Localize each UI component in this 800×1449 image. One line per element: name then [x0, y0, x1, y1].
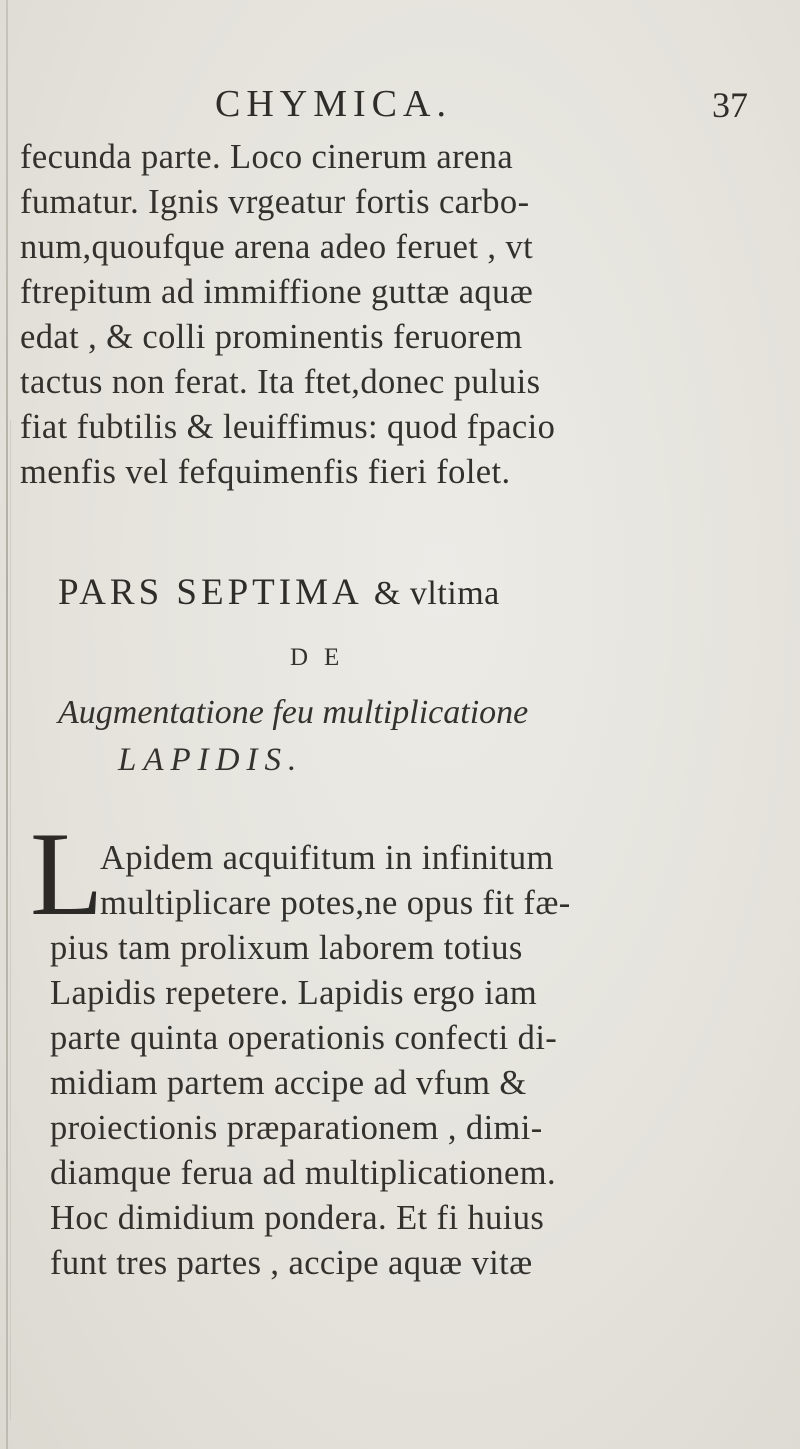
running-header	[0, 78, 800, 130]
text-line: ftrepitum ad immiffione guttæ aquæ	[20, 273, 534, 311]
text-line: Lapidis repetere. Lapidis ergo iam	[50, 974, 538, 1012]
text-line: pius tam prolixum laborem totius	[50, 929, 523, 967]
text-line: parte quinta operationis confecti di-	[50, 1019, 558, 1057]
running-title: CHYMICA.	[215, 83, 452, 125]
text-line: tactus non ferat. Ita ftet,donec puluis	[20, 363, 541, 401]
text-line: fiat fubtilis & leuiffimus: quod fpacio	[20, 408, 556, 446]
paragraph-top	[20, 135, 780, 495]
text-line: multiplicare potes,ne opus fit fæ-	[100, 884, 571, 922]
section-pars-label: PARS SEPTIMA	[58, 572, 361, 613]
text-line: edat , & colli prominentis feruorem	[20, 318, 523, 356]
text-line: fecunda parte. Loco cinerum arena	[20, 138, 514, 176]
section-pars-suffix: & vltima	[373, 575, 500, 612]
text-line: proiectionis præparationem , dimi-	[50, 1109, 543, 1147]
text-line: fumatur. Ignis vrgeatur fortis carbo-	[20, 183, 530, 221]
section-de-label: DE	[290, 644, 356, 671]
text-line: menfis vel fefquimenfis fieri folet.	[20, 453, 511, 491]
section-subtitle: Augmentatione feu multiplicatione	[58, 694, 529, 731]
text-line: num,quoufque arena adeo feruet , vt	[20, 228, 534, 266]
section-subtitle-lapidis: LAPIDIS.	[118, 742, 304, 778]
section-heading	[58, 568, 500, 619]
text-line: Hoc dimidium pondera. Et fi huius	[50, 1199, 545, 1237]
page-number: 37	[712, 85, 748, 125]
page-edge-shadow	[6, 0, 8, 1449]
text-line: diamque ferua ad multiplicationem.	[50, 1154, 557, 1192]
text-line: funt tres partes , accipe aquæ vitæ	[50, 1244, 533, 1282]
paragraph-main	[20, 836, 780, 1286]
text-line: midiam partem accipe ad vfum &	[50, 1064, 527, 1102]
text-line: Apidem acquifitum in infinitum	[100, 839, 554, 877]
drop-cap-letter: L	[30, 807, 104, 940]
page-edge-line	[10, 420, 11, 1420]
